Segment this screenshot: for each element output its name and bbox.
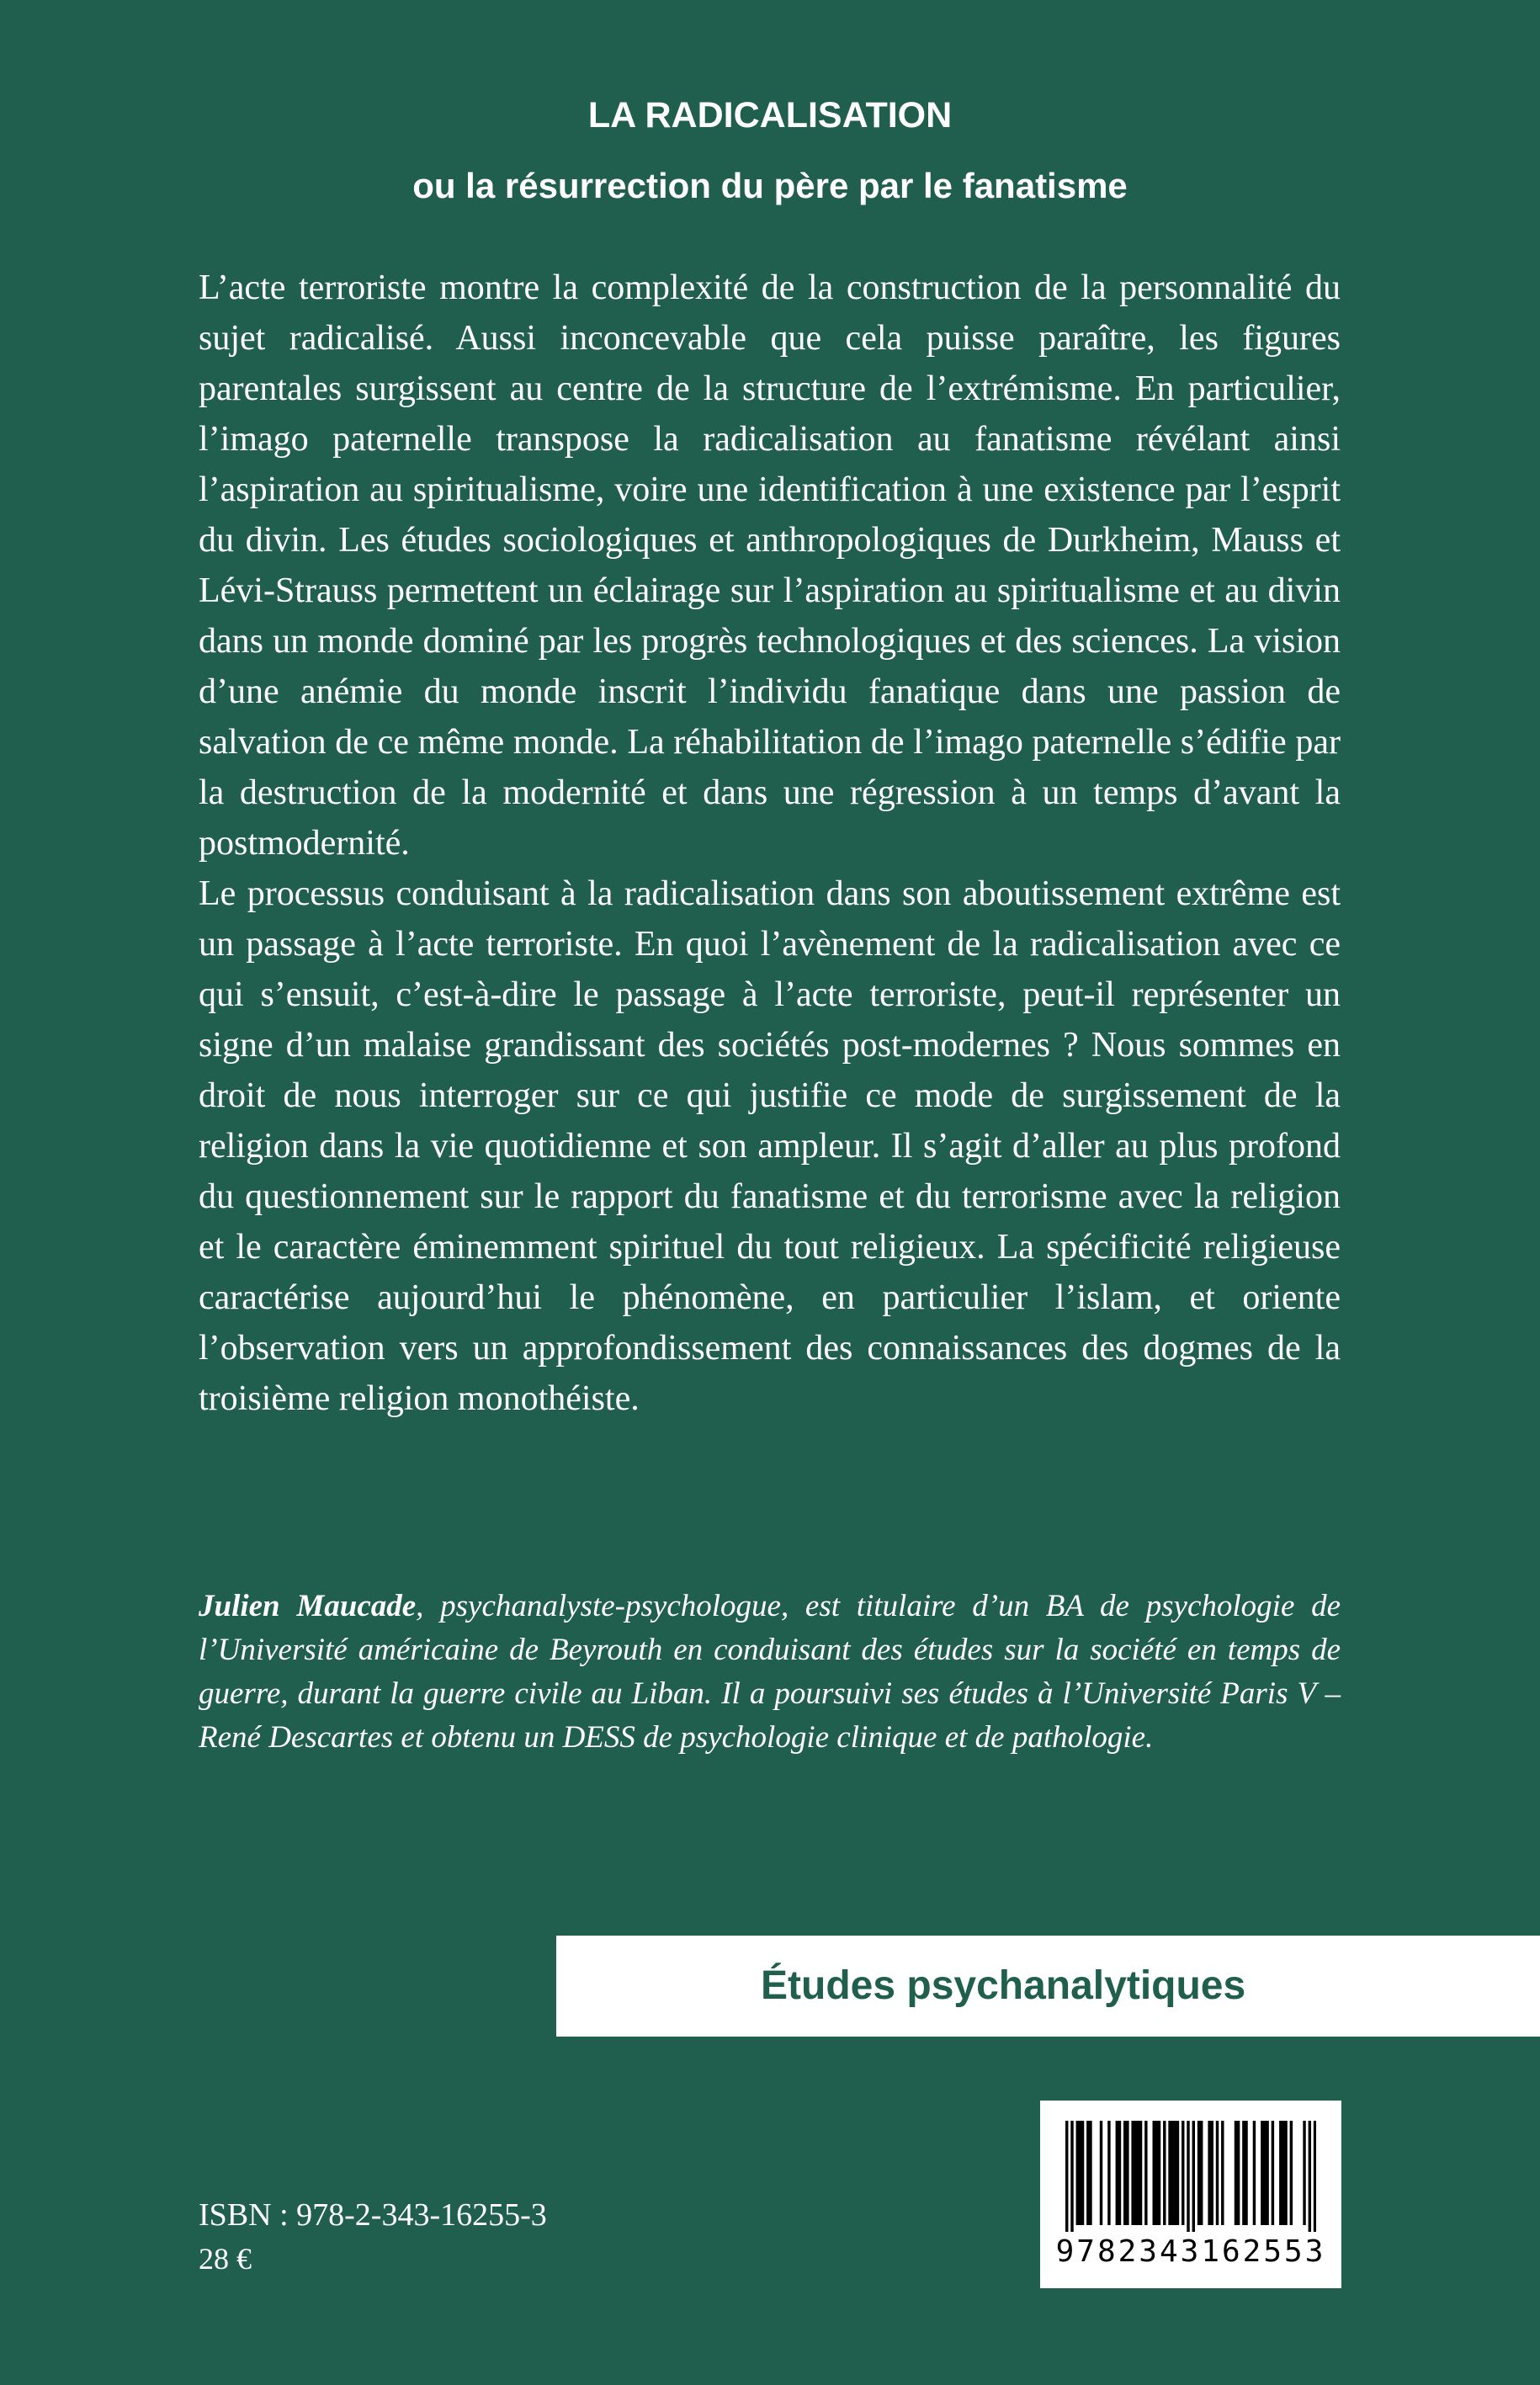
barcode-bar [1187,2121,1189,2232]
barcode [1040,2101,1341,2288]
barcode-bar [1126,2121,1128,2225]
barcode-bar [1197,2121,1200,2225]
barcode-bar [1192,2121,1195,2232]
barcode-bar [1266,2121,1268,2225]
barcode-bar [1134,2121,1137,2225]
author-bio [199,1585,1341,1760]
barcode-bar [1086,2121,1089,2225]
barcode-bar [1144,2121,1147,2225]
barcode-bar [1253,2121,1256,2225]
price: 28 € [199,2242,252,2276]
barcode-bar [1076,2121,1079,2225]
barcode-bar [1182,2121,1184,2225]
barcode-bars [1065,2121,1316,2232]
barcode-bar [1290,2121,1293,2225]
book-subtitle: ou la résurrection du père par le fanatisme [412,166,1128,205]
barcode-bar [1089,2121,1091,2225]
barcode-bar [1221,2121,1224,2225]
barcode-bar [1118,2121,1121,2225]
barcode-bar [1081,2121,1084,2225]
barcode-bar [1263,2121,1266,2225]
barcode-bar [1153,2121,1155,2225]
barcode-bar [1200,2121,1203,2225]
barcode-bar [1131,2121,1134,2225]
barcode-bar [1155,2121,1158,2225]
summary-paragraph-1: L’acte terroriste montre la complexité de la construction de la personnalité du sujet radicalisé. Aussi inconcevable que cela puisse paraître, les figures parentales surgissent au centre de la structure de l’extrémisme. En particulier, l’imago paternelle transpose la radicalisation au fanatisme révélant ainsi l’aspiration au spiritualisme, voire une identification à une existence par l’esprit du divin. Les études sociologiques et anthropologiques de Durkheim, Mauss et Lévi-Strauss permettent un éclairage sur l’aspiration au spiritualisme et au divin dans un monde dominé par les progrès technologiques et des sciences. La vision d’une anémie du monde inscrit l’individu fanatique dans une passion de salvation de ce même monde. La réhabilitation de l’imago paternelle s’édifie par la destruction de la modernité et dans une régression à un temps d’avant la postmodernité. [199,268,1341,863]
barcode-bar [1208,2121,1210,2225]
barcode-bar [1211,2121,1213,2225]
book-title: LA RADICALISATION [587,95,953,135]
barcode-bar [1282,2121,1284,2225]
barcode-bar [1158,2121,1160,2225]
series-label: Études psychanalytiques [761,1963,1246,2008]
barcode-bar [1284,2121,1287,2225]
author-bio-text: , psychanalyste-psychologue, est titulaire d’un BA de psychologie de l’Université américaine de Beyrouth en conduisant des études sur la société en temps de guerre, durant la guerre civile au Liban. Il a poursuivi ses études à l’Université Paris V – René Descartes et obtenu un DESS de psychologie clinique et de pathologie. [199,1589,1341,1755]
barcode-bar [1309,2121,1311,2232]
barcode-bar [1237,2121,1240,2225]
barcode-bar [1235,2121,1237,2225]
barcode-bar [1163,2121,1166,2225]
barcode-bar [1303,2121,1305,2225]
barcode-bar [1216,2121,1219,2225]
barcode-bar [1174,2121,1176,2225]
barcode-bar [1176,2121,1179,2225]
barcode-bar [1245,2121,1247,2225]
barcode-bar [1314,2121,1316,2232]
barcode-bar [1079,2121,1081,2225]
barcode-bar [1070,2121,1073,2232]
barcode-bar [1279,2121,1282,2225]
barcode-bar [1100,2121,1102,2225]
barcode-bar [1139,2121,1142,2225]
barcode-bar [1272,2121,1274,2225]
barcode-bar [1137,2121,1139,2225]
barcode-bar [1107,2121,1110,2225]
barcode-bar [1242,2121,1245,2225]
summary-text [199,263,1341,1424]
author-name: Julien Maucade [199,1589,417,1623]
barcode-bar [1171,2121,1173,2225]
isbn: ISBN : 978-2-343-16255-3 [199,2197,547,2233]
barcode-bar [1261,2121,1263,2225]
barcode-bar [1116,2121,1118,2225]
barcode-bar [1168,2121,1171,2225]
barcode-bar [1123,2121,1126,2225]
series-label-container [556,1936,1540,2037]
summary-paragraph-2: Le processus conduisant à la radicalisation dans son aboutissement extrême est un passage à l’acte terroriste. En quoi l’avènement de la radicalisation avec ce qui s’ensuit, c’est-à-dire le passage à l’acte terroriste, peut-il représenter un signe d’un malaise grandissant des sociétés post-modernes ? Nous sommes en droit de nous interroger sur ce qui justifie ce mode de surgissement de la religion dans la vie quotidienne et son ampleur. Il s’agit d’aller au plus profond du questionnement sur le rapport du fanatisme et du terrorisme avec la religion et le caractère éminemment spirituel du tout religieux. La spécificité religieuse caractérise aujourd’hui le phénomène, en particulier l’islam, et oriente l’observation vers un approfondissement des connaissances des dogmes de la troisième religion monothéiste. [199,874,1341,1418]
barcode-digits: 9782343162553 [1055,2234,1326,2269]
barcode-bar [1065,2121,1068,2232]
